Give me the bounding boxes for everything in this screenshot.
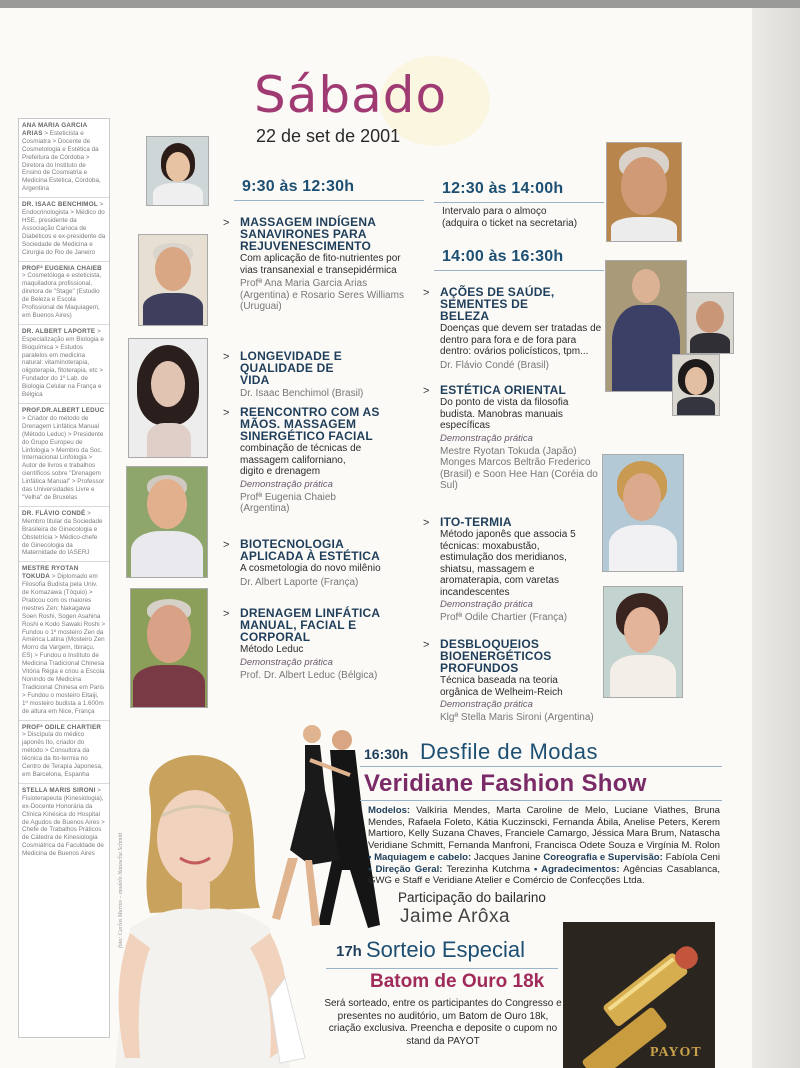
session-item <box>223 215 408 313</box>
session-title: REENCONTRO COM AS MÃOS. MASSAGEM SINERGÉTICO FACIAL <box>240 405 380 443</box>
session-desc: A cosmetologia do novo milênio <box>240 563 381 574</box>
session-title: ITO-TERMIA <box>440 515 512 529</box>
session-title: LONGEVIDADE E QUALIDADE DE VIDA <box>240 349 342 387</box>
arrow-icon: > <box>223 539 230 551</box>
session-time: 9:30 às 12:30h <box>242 178 355 195</box>
lunch-text: Intervalo para o almoço (adquira o ticket na secretaria) <box>442 206 578 229</box>
arrow-icon: > <box>423 517 430 529</box>
bio-entry: DR. ALBERT LAPORTE > Especialização em Biologia e Bioquímica > Estudos paralelos em medicina natural: vitaminoterapia, oligoterapia, fitoterapia, etc > Fundador do 1º Lab. de Biologia Celular na França e Bélgica <box>19 325 109 404</box>
session-item <box>423 515 620 624</box>
speaker-photo <box>672 354 720 416</box>
raffle-title: Sorteio Especial <box>366 937 525 962</box>
session-title: BIOTECNOLOGIA APLICADA À ESTÉTICA <box>240 537 381 563</box>
session-desc: Do ponto de vista da filosofia budista. Manobras manuais específicas <box>440 397 569 431</box>
photo-caption: foto: Carlos Marins – modelo Natascha Schmitt <box>118 832 124 948</box>
fashion-time: 16:30h <box>364 746 409 762</box>
session-desc: Com aplicação de fito-nutrientes por vias transanexial e transepidérmica <box>240 253 401 276</box>
session-time: 14:00 às 16:30h <box>442 248 564 265</box>
page-title: Sábado <box>254 66 448 124</box>
raffle-time: 17h <box>336 943 362 960</box>
speaker-photo <box>146 136 209 206</box>
session-title: MASSAGEM INDÍGENA SANAVIRONES PARA REJUVENESCIMENTO <box>240 215 376 253</box>
speaker-bios-sidebar <box>18 118 110 1038</box>
fashion-title: Desfile de Modas <box>420 739 598 764</box>
magazine-page <box>0 8 800 1068</box>
session-desc: Técnica baseada na teoria orgânica de Welheim-Reich <box>440 675 563 698</box>
speaker-photo <box>128 338 208 458</box>
session-item <box>223 405 408 515</box>
divider <box>434 270 604 271</box>
arrow-icon: > <box>223 608 230 620</box>
session-item <box>223 349 408 400</box>
arrow-icon: > <box>223 407 230 419</box>
session-speaker: Profª Eugenia Chaieb (Argentina) <box>240 491 336 514</box>
bio-entry: ANA MARIA GARCIA ARIAS > Esteticista e Cosmiatra > Docente de Cosmetologia e Estética da Prefeitura de Córdoba > Diretora do Instituto de Ensino de Cosmiatria e Medicina Estética, Córdoba, Argentina <box>19 119 109 198</box>
session-title: DRENAGEM LINFÁTICA MANUAL, FACIAL E CORPORAL <box>240 606 380 644</box>
session-speaker: Dr. Flávio Condé (Brasil) <box>440 359 549 371</box>
bio-entry: MESTRE RYOTAN TOKUDA > Diplomado em Filosofia Budista pela Univ. de Komazawa (Tóquio) > Praticou com os maiores mestres Zen: Nakagawa Soen Roshi, Sogen Asahina Roshi e Kodo Sawaki Roshi > Fundou o 1º mosteiro Zen da América Latina (Mosteiro Zen Morro da Vargem, Ibiraçu, ES) > Fundou o Instituto de Medicina Tradicional Chinesa Vitória Régia e criou a Escola Nonindo de Medicina Tradicional Chinesa em Paris > Fundou o mosteiro Eitaiji, 1º mosteiro budista a 1.600m de altura em Nice, França <box>19 562 109 720</box>
divider <box>234 200 424 201</box>
speaker-photo <box>126 466 208 578</box>
divider <box>360 766 722 767</box>
session-speaker: Prof. Dr. Albert Leduc (Bélgica) <box>240 669 378 681</box>
session-speaker: Mestre Ryotan Tokuda (Japão) Monges Marcos Beltrão Frederico (Brasil) e Soon Hee Han (Coréia do Sul) <box>440 445 598 491</box>
session-item <box>223 537 408 588</box>
fashion-show-name: Veridiane Fashion Show <box>364 770 647 797</box>
page-date: 22 de set de 2001 <box>256 126 401 146</box>
divider <box>434 202 604 203</box>
dancer-intro: Participação do bailarino <box>398 890 546 905</box>
session-speaker: Dr. Isaac Benchimol (Brasil) <box>240 388 364 399</box>
page-edge <box>752 8 800 1068</box>
session-desc: Método Leduc <box>240 644 304 655</box>
arrow-icon: > <box>223 351 230 363</box>
speaker-photo <box>138 234 208 326</box>
session-demo: Demonstração prática <box>240 656 333 668</box>
session-desc: Doenças que devem ser tratadas de dentro para fora e de fora para dentro: ovários policísticos, tpm... <box>440 323 602 357</box>
fashion-credits: Modelos: Valkíria Mendes, Marta Caroline de Melo, Luciane Viathes, Bruna Mendes, Rafaela Foleto, Kátia Kuczinscki, Fernanda Ábila, Anelise Peters, Kerem Martioro, Kelly Suzana Chaves, Franciele Camargo, Jéssica Mara Brum, Natascha Veridiane Schmitt, Fernanda Manfroni, Francisca Odete Souza e Virgínia M. Rolon • Maquiagem e cabelo: Jacques Janine Coreografia e Supervisão: Fabíola Ceni • Direção Geral: Terezinha Kutchma • Agradecimentos: Agências Casablanca, GWG e Staff e Veridiane Atelier e Comércio de Confecções Ltda. <box>368 805 721 887</box>
divider <box>326 968 558 969</box>
session-speaker: Klgª Stella Maris Sironi (Argentina) <box>440 712 594 723</box>
session-title: AÇÕES DE SAÚDE, SEMENTES DE BELEZA <box>440 285 555 323</box>
session-speaker: Dr. Albert Laporte (França) <box>240 576 359 588</box>
raffle-prize: Batom de Ouro 18k <box>370 971 545 992</box>
speaker-photo <box>130 588 208 708</box>
bio-entry: DR. ISAAC BENCHIMOL > Endocrinologista > Médico do HSE, presidente da Associação Carioca de Diabéticos e ex-presidente da Sociedade de Medicina e Cirurgia do Rio de Janeiro <box>19 198 109 261</box>
session-demo: Demonstração prática <box>440 432 533 444</box>
session-item <box>423 285 620 371</box>
bio-entry: DR. FLÁVIO CONDÉ > Membro titular da Sociedade Brasileira de Ginecologia e Obstetrícia > Médico-chefe de Ginecologia da Maternidade do IASERJ <box>19 507 109 562</box>
session-demo: Demonstração prática <box>440 599 533 610</box>
arrow-icon: > <box>423 639 430 651</box>
lunch-time: 12:30 às 14:00h <box>442 180 564 197</box>
session-speaker: Profª Ana Maria Garcia Arias (Argentina) e Rosario Seres Williams (Uruguai) <box>240 278 404 312</box>
session-item <box>423 383 620 492</box>
session-desc: Método japonês que associa 5 técnicas: moxabustão, estimulação dos meridianos, shiatsu, massagem e aromaterapia, com varetas incandescentes <box>440 529 576 598</box>
session-desc: combinação de técnicas de massagem californiano, digito e drenagem <box>240 443 362 477</box>
speaker-photo <box>686 292 734 354</box>
session-item <box>423 637 620 724</box>
payot-logo: PAYOT <box>650 1045 702 1060</box>
session-title: ESTÉTICA ORIENTAL <box>440 383 567 397</box>
session-speaker: Profª Odile Chartier (França) <box>440 612 568 623</box>
session-item <box>223 606 408 681</box>
bio-entry: PROFª EUGENIA CHAIEB > Cosmetóloga e esteticista, maquiladora profissional, diretora de "Stage" (Estudio de Beleza e Escola Profissional de Maquiagem, em Buenos Aires) <box>19 262 109 325</box>
speaker-photo <box>606 142 682 242</box>
session-demo: Demonstração prática <box>240 478 333 490</box>
bio-entry: PROFª ODILE CHARTIER > Discípula do médico japonês Ito, criador do método > Consultora da técnica da Ito-termia no Centro de Terapia Japonesa, em Barcelona, Espanha <box>19 721 109 784</box>
session-title: DESBLOQUEIOS BIOENERGÉTICOS PROFUNDOS <box>440 637 552 675</box>
arrow-icon: > <box>423 287 430 299</box>
raffle-desc: Será sorteado, entre os participantes do Congresso e presentes no auditório, um Batom de Ouro 18k, criação exclusiva. Preencha e deposite o cupom no stand da PAYOT <box>324 998 562 1047</box>
divider <box>360 800 722 801</box>
scan-border <box>0 0 800 8</box>
arrow-icon: > <box>223 217 230 229</box>
dancer-name: Jaime Arôxa <box>400 906 511 927</box>
arrow-icon: > <box>423 385 430 397</box>
bio-entry: STELLA MARIS SIRONI > Fisioterapeuta (Kinesiologia), ex-Docente Honorária da Clínica Kinésica do Hospital de Agudos de Buenos Aires > Chefe de Trabalhos Práticos de Cátedra de Kinesiologia Cosmiátrica da Faculdade de Medicina de Buenos Aires <box>22 786 105 858</box>
session-demo: Demonstração prática <box>440 699 533 710</box>
bio-entry: PROF.DR.ALBERT LEDUC > Criador do método de Drenagem Linfática Manual (Método Leduc) > Presidente do Grupo Europeu de Linfologia > Membro da Soc. Internacional Linfologia > Autor de livros e trabalhos científicos sobre "Drenagem Linfática Manual" > Professor das Universidades Livre e "Velha" de Bruxelas <box>19 404 109 507</box>
